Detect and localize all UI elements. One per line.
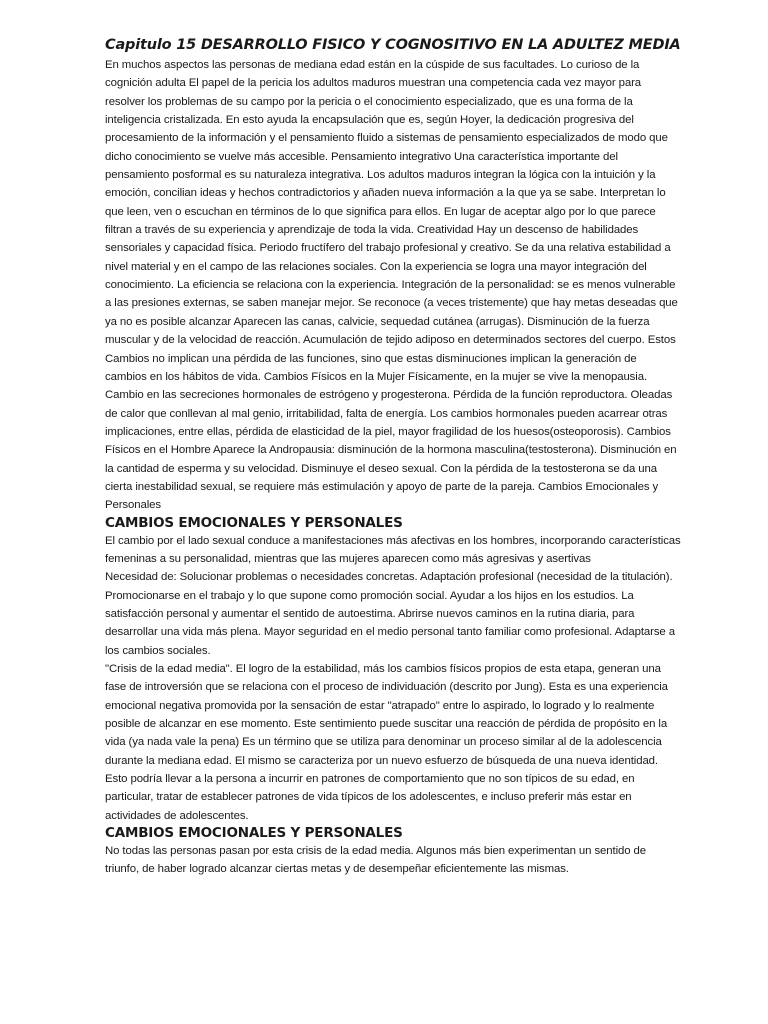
section-heading-emotional-2: CAMBIOS EMOCIONALES Y PERSONALES (105, 825, 403, 842)
paragraph-needs: Necesidad de: Solucionar problemas o necesidades concretas. Adaptación profesional (necesidad de la titulación). Promocionarse en el trabajo y lo que supone como promoción social. Ayudar a los hijos en los estudios. La satisfacción personal y aumentar el sentido de autoestima. Abrirse nuevos caminos en la rutina diaria, para desarrollar una vida más plena. Mayor seguridad en el medio personal tanto familiar como profesional. Adaptarse a los cambios sociales. (105, 571, 675, 657)
document-page (105, 36, 681, 879)
paragraph-sexual-change: El cambio por el lado sexual conduce a manifestaciones más afectivas en los hombres, incorporando características femeninas a su personalidad, mientras que las mujeres aparecen como más agresivas y asertivas (105, 534, 681, 565)
paragraph-midlife-crisis: "Crisis de la edad media". El logro de la estabilidad, más los cambios físicos propios de esta etapa, generan una fase de introversión que se relaciona con el proceso de individuación (descrito por Jung). Esta es una experiencia emocional negativa promovida por la sensación de estar "atrapado" entre lo aspirado, lo logrado y lo realmente posible de alcanzar en ese momento. Este sentimiento puede suscitar una reacción de pérdida de propósito en la vida (ya nada vale la pena) Es un término que se utiliza para denominar un proceso similar al de la adolescencia durante la mediana edad. El mismo se caracteriza por un nuevo esfuerzo de búsqueda de una nueva identidad. Esto podría llevar a la persona a incurrir en patrones de comportamiento que no son típicos de su edad, en particular, tratar de establecer patrones de vida típicos de los adolescentes, e incluso preferir más estar en actividades de adolescentes. (105, 663, 668, 822)
page-title: Capitulo 15 DESARROLLO FISICO Y COGNOSITIVO EN LA ADULTEZ MEDIA (105, 37, 681, 53)
paragraph-triumph: No todas las personas pasan por esta crisis de la edad media. Algunos más bien experimentan un sentido de triunfo, de haber logrado alcanzar ciertas metas y de desempeñar eficientemente las mismas. (105, 845, 647, 876)
intro-paragraph: En muchos aspectos las personas de mediana edad están en la cúspide de sus facultades. Lo curioso de la cognición adulta El papel de la pericia los adultos maduros muestran una competencia cada vez mayor para resolver los problemas de su campo por la pericia o el conocimiento especializado, que es una forma de la inteligencia cristalizada. En esto ayuda la encapsulación que es, según Hoyer, la dedicación progresiva del procesamiento de la información y el pensamiento fluido a sistemas de pensamiento especializados de modo que dicho conocimiento se vuelve más accesible. Pensamiento integrativo Una característica importante del pensamiento posformal es su naturaleza integrativa. Los adultos maduros integran la lógica con la intuición y la emoción, concilian ideas y hechos contradictorios y añaden nueva información a la que ya se sabe. Interpretan lo que leen, ven o escuchan en términos de lo que significa para ellos. En lugar de aceptar algo por lo que parece filtran a través de su experiencia y aprendizaje de toda la vida. Creatividad Hay un descenso de habilidades sensoriales y capacidad física. Periodo fructífero del trabajo profesional y creativo. Se da una relativa estabilidad a nivel material y en el campo de las relaciones sociales. Con la experiencia se logra una mayor integración del conocimiento. La eficiencia se relaciona con la experiencia. Integración de la personalidad: se es menos vulnerable a las presiones externas, se saben manejar mejor. Se reconoce (a veces tristemente) que hay metas deseadas que ya no es posible alcanzar Aparecen las canas, calvicie, sequedad cutánea (arrugas). Disminución de la fuerza muscular y de la velocidad de reacción. Acumulación de tejido adiposo en determinados sectores del cuerpo. Estos Cambios no implican una pérdida de las funciones, sino que estas disminuciones implican la generación de cambios en los hábitos de vida. Cambios Físicos en la Mujer Físicamente, en la mujer se vive la menopausia. Cambio en las secreciones hormonales de estrógeno y progesterona. Pérdida de la función reproductora. Oleadas de calor que conllevan al mal genio, irritabilidad, falta de energía. Los cambios hormonales pueden acarrear otras implicaciones, entre ellas, pérdida de elasticidad de la piel, mayor fragilidad de los huesos(osteoporosis). Cambios Físicos en el Hombre Aparece la Andropausia: disminución de la hormona masculina(testosterona). Disminución en la cantidad de esperma y su velocidad. Disminuye el deseo sexual. Con la pérdida de la testosterona se da una cierta inestabilidad sexual, se requiere más estimulación y apoyo de parte de la pareja. Cambios Emocionales y Personales (105, 59, 678, 512)
section-heading-emotional-1: CAMBIOS EMOCIONALES Y PERSONALES (105, 514, 403, 531)
